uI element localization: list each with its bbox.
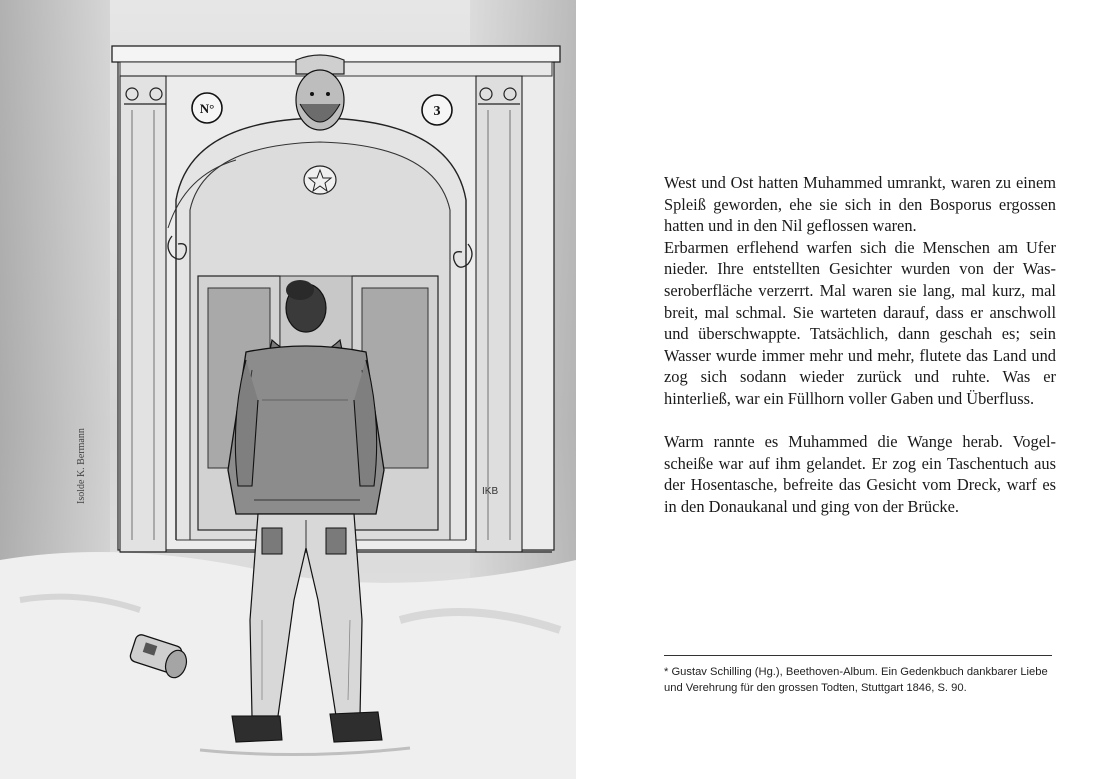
artist-initials: IKB xyxy=(482,486,499,497)
paragraph: Warm rannte es Muhammed die Wange herab. Vogelscheiße war auf ihm gelandet. Er zog ein Taschentuch aus der Hosentasche, befreite das Gesicht vom Dreck, warf es in den Donaukanal und ging von der Brücke. xyxy=(664,432,1056,516)
door-number-prefix: N° xyxy=(199,101,215,116)
footnote: * Gustav Schilling (Hg.), Beethoven-Album. Ein Gedenkbuch dankbarer Liebe und Verehrung für den grossen Todten, Stuttgart 1846, S. 90. xyxy=(664,666,1048,694)
paragraph: Erbarmen erflehend warfen sich die Menschen am Ufer nieder. Ihre entstellten Gesichter wurden von der Wasseroberfläche verzerrt. Mal waren sie lang, mal kurz, mal breit, mal schmal. Sie warteten darauf, dass er anschwoll und überschwappte. Tatsächlich, dann geschah es; sein Wasser wurde immer mehr und mehr, flutete das Land und zog sich sodann wieder zurück und ruhte. Was er hinterließ, war ein Füllhorn voller Gaben und Überfluss. xyxy=(664,237,1056,408)
body-text xyxy=(664,172,1056,518)
footnote-divider xyxy=(664,655,1052,656)
door-number: 3 xyxy=(433,104,441,119)
paragraph: West und Ost hatten Muhammed umrankt, waren zu einem Spleiß geworden, ehe sie sich in den Bosporus ergossen hatten und in den Nil geflossen waren. xyxy=(664,173,1056,236)
text-page xyxy=(576,0,1098,779)
artist-signature: Isolde K. Bermann xyxy=(76,428,87,504)
